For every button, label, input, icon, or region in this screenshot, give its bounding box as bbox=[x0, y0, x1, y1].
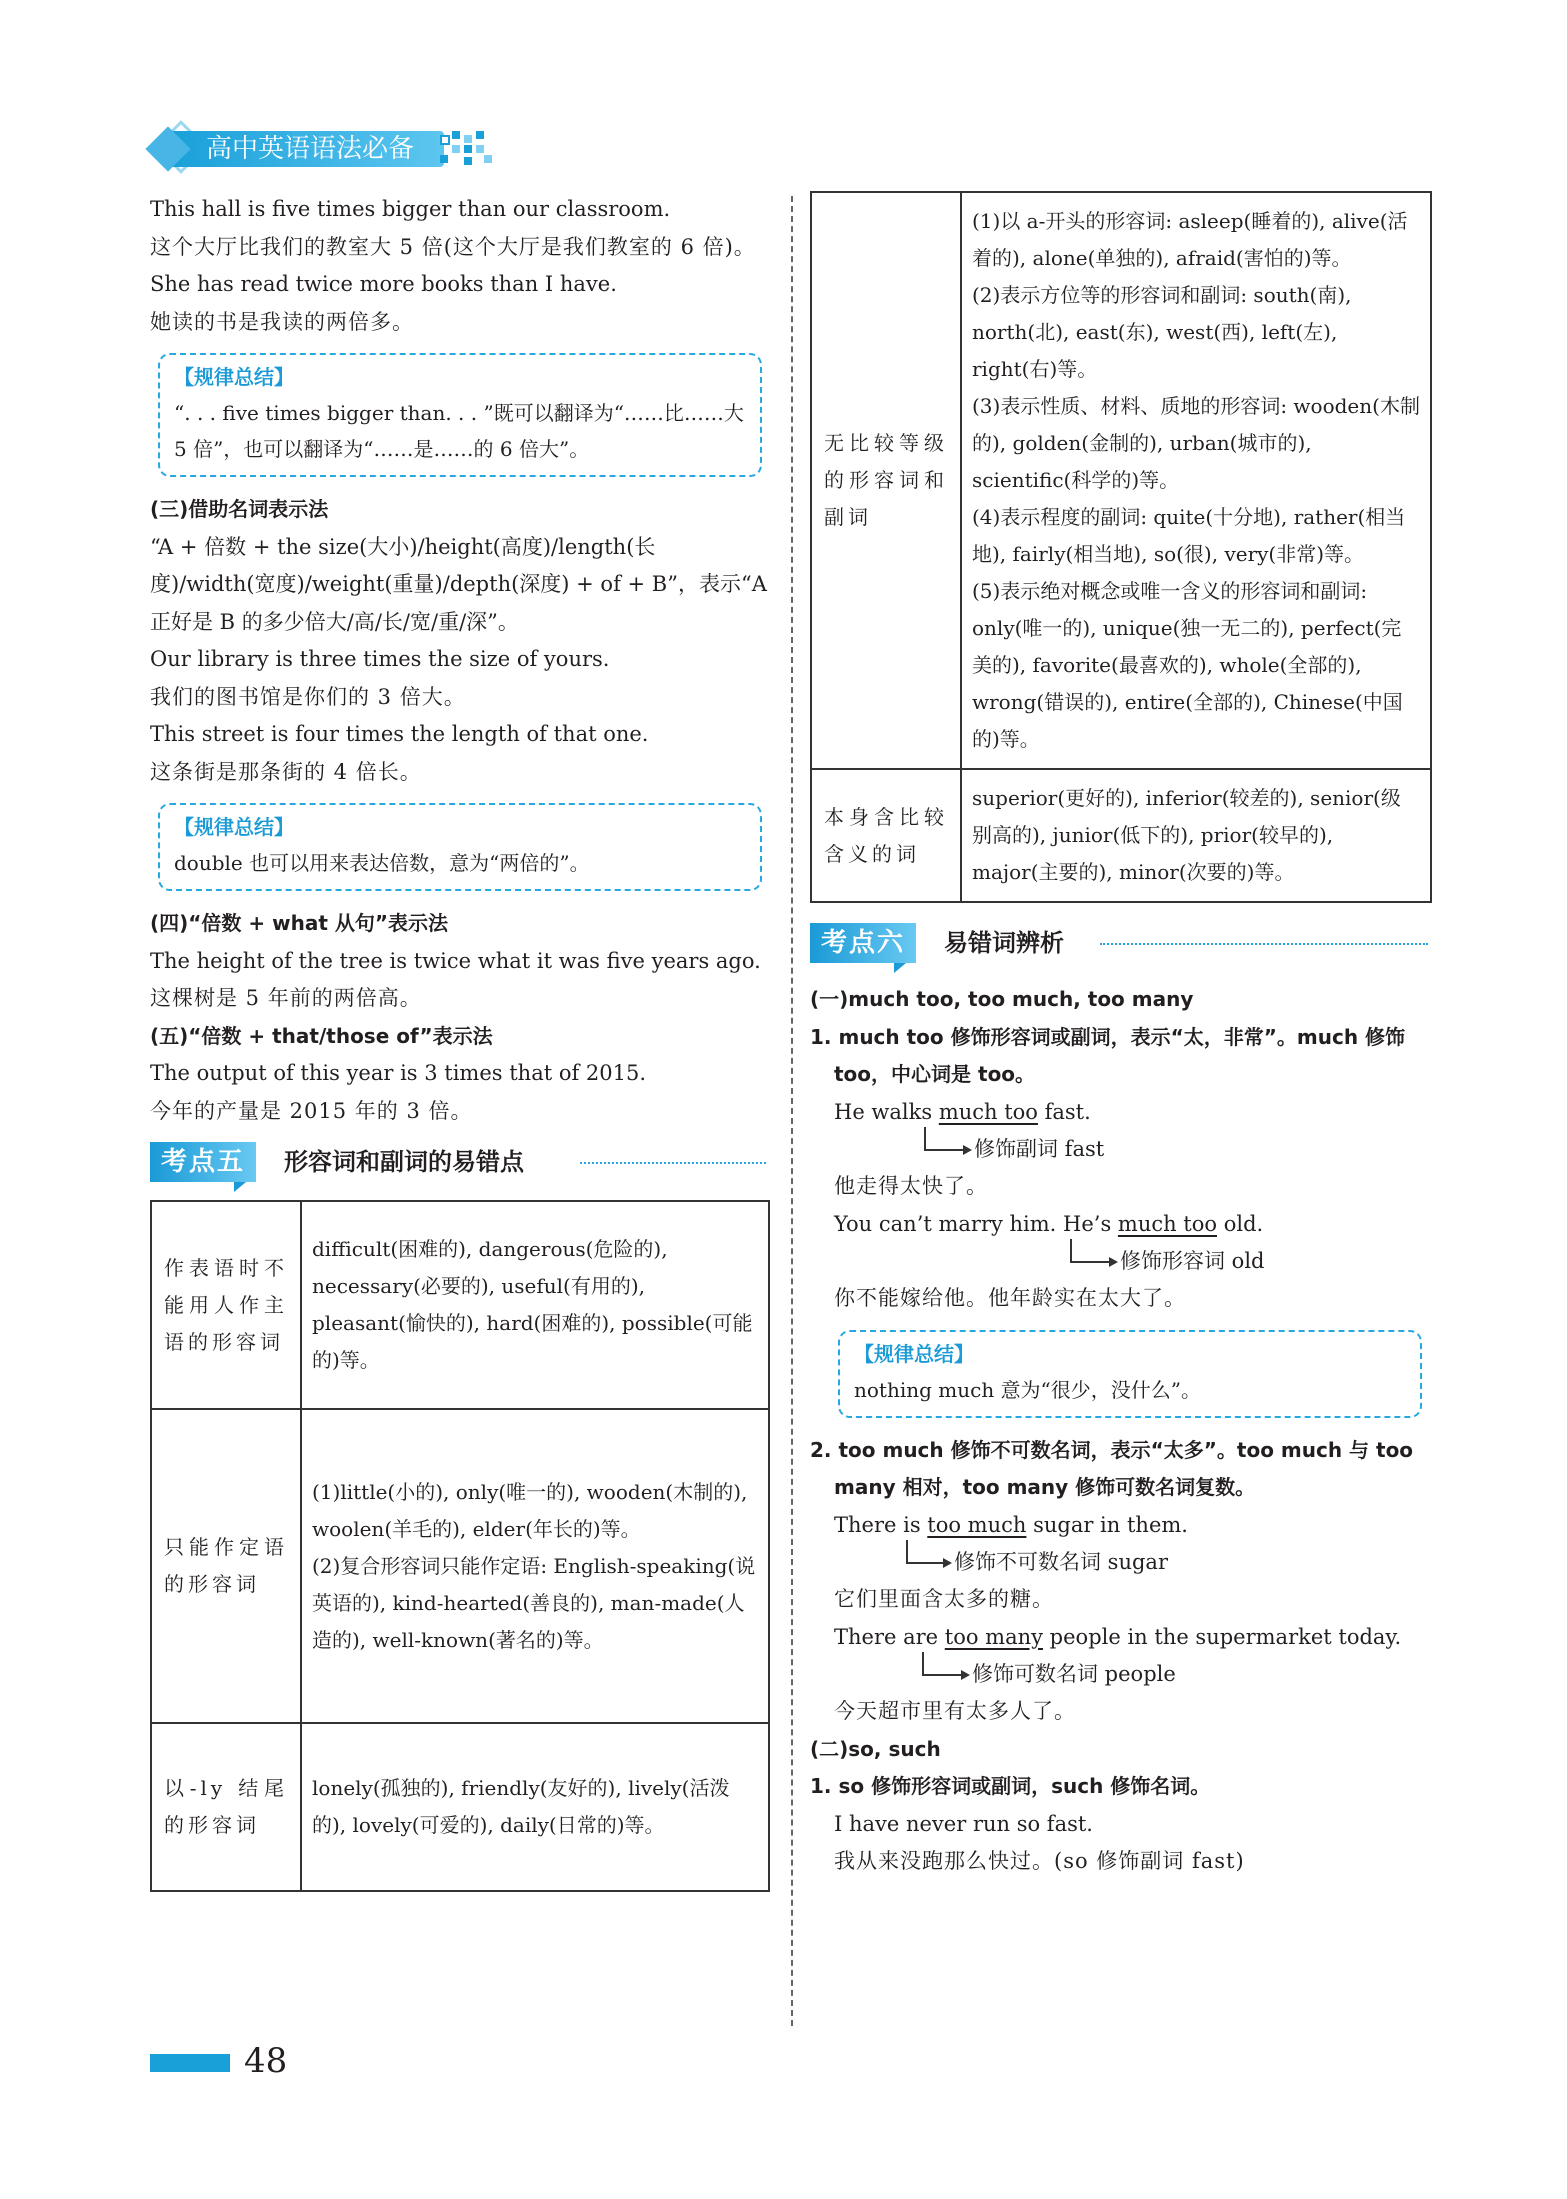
rule-point: 1. so 修饰形容词或副词，such 修饰名词。 bbox=[810, 1774, 1211, 1798]
example-translation: 这条街是那条街的 4 倍长。 bbox=[150, 759, 422, 784]
key-point-title: 形容词和副词的易错点 bbox=[284, 1148, 524, 1176]
section-body: “A + 倍数 + the size(大小)/height(高度)/length(长度)/width(宽度)/weight(重量)/depth(深度) + of + B”，表示“A 正好是 B 的多少倍大/高/长/宽/重/深”。 bbox=[150, 534, 767, 634]
key-point-header bbox=[150, 1138, 770, 1190]
table-row bbox=[151, 1723, 769, 1891]
rule-summary-text: “. . . five times bigger than. . . ”既可以翻译为“……比……大 5 倍”，也可以翻译为“……是……的 6 倍大”。 bbox=[174, 401, 744, 461]
rule-summary-text: nothing much 意为“很少，没什么”。 bbox=[854, 1377, 1202, 1402]
key-point-dotted-line bbox=[1100, 943, 1428, 945]
annotation-text: 修饰可数名词 people bbox=[972, 1662, 1176, 1686]
table-description-item: (1)以 a-开头的形容词: asleep(睡着的), alive(活着的), alone(单独的), afraid(害怕的)等。 bbox=[972, 209, 1408, 270]
annotation-arrow-icon bbox=[922, 1652, 968, 1676]
rule-summary-box bbox=[158, 803, 762, 891]
key-point-title: 易错词辨析 bbox=[944, 929, 1064, 957]
table-description-item: (4)表示程度的副词: quite(十分地), rather(相当地), fairly(相当地), so(很), very(非常)等。 bbox=[972, 505, 1406, 566]
annotation-text: 修饰不可数名词 sugar bbox=[954, 1550, 1168, 1574]
rule-summary-text: double 也可以用来表达倍数，意为“两倍的”。 bbox=[174, 851, 590, 875]
rule-point: 1. much too 修饰形容词或副词，表示“太，非常”。much 修饰 too，中心词是 too。 bbox=[810, 1024, 1406, 1086]
annotation-arrow-icon bbox=[1070, 1239, 1116, 1263]
header-pixel-decoration-icon bbox=[440, 131, 496, 167]
table-description: lonely(孤独的), friendly(友好的), lively(活泼的), lovely(可爱的), daily(日常的)等。 bbox=[301, 1723, 769, 1891]
key-point-tag: 考点六 bbox=[810, 923, 916, 963]
rule-summary-title: 【规律总结】 bbox=[174, 365, 294, 389]
table-description-item: (3)表示性质、材料、质地的形容词: wooden(木制的), golden(金制的), urban(城市的), scientific(科学的)等。 bbox=[972, 394, 1420, 492]
example-sentence: Our library is three times the size of yours. bbox=[150, 647, 610, 671]
table-description bbox=[961, 192, 1431, 769]
example-translation: 它们里面含太多的糖。 bbox=[834, 1587, 1054, 1611]
annotation-text: 修饰形容词 old bbox=[1120, 1249, 1265, 1273]
key-point-header bbox=[810, 919, 1432, 971]
right-column bbox=[810, 191, 1432, 1881]
example-sentence: I have never run so fast. bbox=[834, 1811, 1093, 1836]
key-point-dotted-line bbox=[580, 1162, 766, 1164]
underlined-phrase: too much bbox=[927, 1512, 1027, 1537]
table-description bbox=[301, 1409, 769, 1723]
example-translation: 你不能嫁给他。他年龄实在太大了。 bbox=[834, 1286, 1186, 1310]
rule-summary-title: 【规律总结】 bbox=[854, 1341, 974, 1366]
annotation bbox=[810, 1131, 1432, 1168]
example-sentence: There are too many people in the supermarket today. bbox=[834, 1624, 1402, 1649]
table-category: 只能作定语的形容词 bbox=[151, 1409, 301, 1723]
table-row bbox=[811, 769, 1431, 902]
example-sentence: The output of this year is 3 times that of 2015. bbox=[150, 1061, 647, 1085]
example-sentence: He walks much too fast. bbox=[834, 1099, 1091, 1124]
adjective-error-table bbox=[150, 1200, 770, 1892]
table-row bbox=[151, 1201, 769, 1409]
rule-summary-box bbox=[838, 1330, 1422, 1418]
page-number: 48 bbox=[244, 2041, 288, 2081]
table-description-item: (2)表示方位等的形容词和副词: south(南), north(北), east(东), west(西), left(左), right(右)等。 bbox=[972, 283, 1352, 381]
example-sentence: The height of the tree is twice what it was five years ago. bbox=[150, 948, 761, 973]
example-translation: 我们的图书馆是你们的 3 倍大。 bbox=[150, 684, 466, 709]
annotation bbox=[810, 1544, 1432, 1581]
annotation-arrow-icon bbox=[906, 1540, 950, 1564]
annotation bbox=[810, 1243, 1432, 1280]
example-translation: 今天超市里有太多人了。 bbox=[834, 1699, 1076, 1723]
section-heading: (五)“倍数 + that/those of”表示法 bbox=[150, 1023, 493, 1048]
adjective-error-table-continued bbox=[810, 191, 1432, 903]
table-description-item: (5)表示绝对概念或唯一含义的形容词和副词: only(唯一的), unique(独一无二的), perfect(完美的), favorite(最喜欢的), whole(全部的), wrong(错误的), entire(全部的), Chinese(中国的)等。 bbox=[972, 579, 1403, 751]
table-row bbox=[811, 192, 1431, 769]
table-description-item: (1)little(小的), only(唯一的), wooden(木制的), woolen(羊毛的), elder(年长的)等。 bbox=[312, 1479, 748, 1541]
example-sentence: This street is four times the length of that one. bbox=[150, 722, 649, 746]
table-category: 作表语时不能用人作主语的形容词 bbox=[151, 1201, 301, 1409]
annotation-arrow-icon bbox=[924, 1127, 970, 1151]
table-category: 无比较等级的形容词和副词 bbox=[811, 192, 961, 769]
rule-summary-title: 【规律总结】 bbox=[174, 815, 294, 839]
page-header bbox=[148, 126, 508, 172]
footer-bar bbox=[150, 2054, 230, 2072]
column-divider bbox=[791, 196, 793, 2026]
left-column bbox=[150, 191, 770, 1892]
example-sentence: This hall is five times bigger than our classroom. bbox=[150, 197, 671, 221]
table-description-item: (2)复合形容词只能作定语: English-speaking(说英语的), kind-hearted(善良的), man-made(人造的), well-known(著名的)等。 bbox=[312, 1553, 756, 1652]
example-translation: 她读的书是我读的两倍多。 bbox=[150, 309, 414, 334]
table-row bbox=[151, 1409, 769, 1723]
example-translation: 我从来没跑那么快过。(so 修饰副词 fast) bbox=[834, 1849, 1245, 1873]
example-translation: 他走得太快了。 bbox=[834, 1174, 988, 1198]
underlined-phrase: too many bbox=[944, 1624, 1043, 1649]
section-heading: (一)much too, too much, too many bbox=[810, 987, 1194, 1011]
example-sentence: You can’t marry him. He’s much too old. bbox=[834, 1211, 1264, 1236]
section-heading: (四)“倍数 + what 从句”表示法 bbox=[150, 911, 448, 935]
table-category: 本身含比较含义的词 bbox=[811, 769, 961, 902]
table-description: difficult(困难的), dangerous(危险的), necessary(必要的), useful(有用的), pleasant(愉快的), hard(困难的), possible(可能的)等。 bbox=[301, 1201, 769, 1409]
annotation-text: 修饰副词 fast bbox=[974, 1137, 1105, 1161]
table-description: superior(更好的), inferior(较差的), senior(级别高的), junior(低下的), prior(较早的), major(主要的), minor(次要的)等。 bbox=[961, 769, 1431, 902]
example-translation: 这棵树是 5 年前的两倍高。 bbox=[150, 986, 422, 1010]
underlined-phrase: much too bbox=[938, 1099, 1038, 1124]
example-translation: 这个大厅比我们的教室大 5 倍(这个大厅是我们教室的 6 倍)。 bbox=[150, 234, 756, 259]
table-category: 以-ly 结尾的形容词 bbox=[151, 1723, 301, 1891]
example-sentence: She has read twice more books than I have. bbox=[150, 272, 617, 296]
rule-summary-box bbox=[158, 353, 762, 477]
key-point-tag: 考点五 bbox=[150, 1142, 256, 1182]
section-heading: (三)借助名词表示法 bbox=[150, 497, 329, 521]
example-sentence: There is too much sugar in them. bbox=[834, 1512, 1188, 1537]
underlined-phrase: much too bbox=[1117, 1211, 1218, 1236]
section-heading: (二)so, such bbox=[810, 1736, 941, 1761]
rule-point: 2. too much 修饰不可数名词，表示“太多”。too much 与 too many 相对，too many 修饰可数名词复数。 bbox=[810, 1437, 1414, 1499]
example-translation: 今年的产量是 2015 年的 3 倍。 bbox=[150, 1098, 473, 1123]
header-title: 高中英语语法必备 bbox=[206, 134, 415, 164]
annotation bbox=[810, 1656, 1432, 1693]
